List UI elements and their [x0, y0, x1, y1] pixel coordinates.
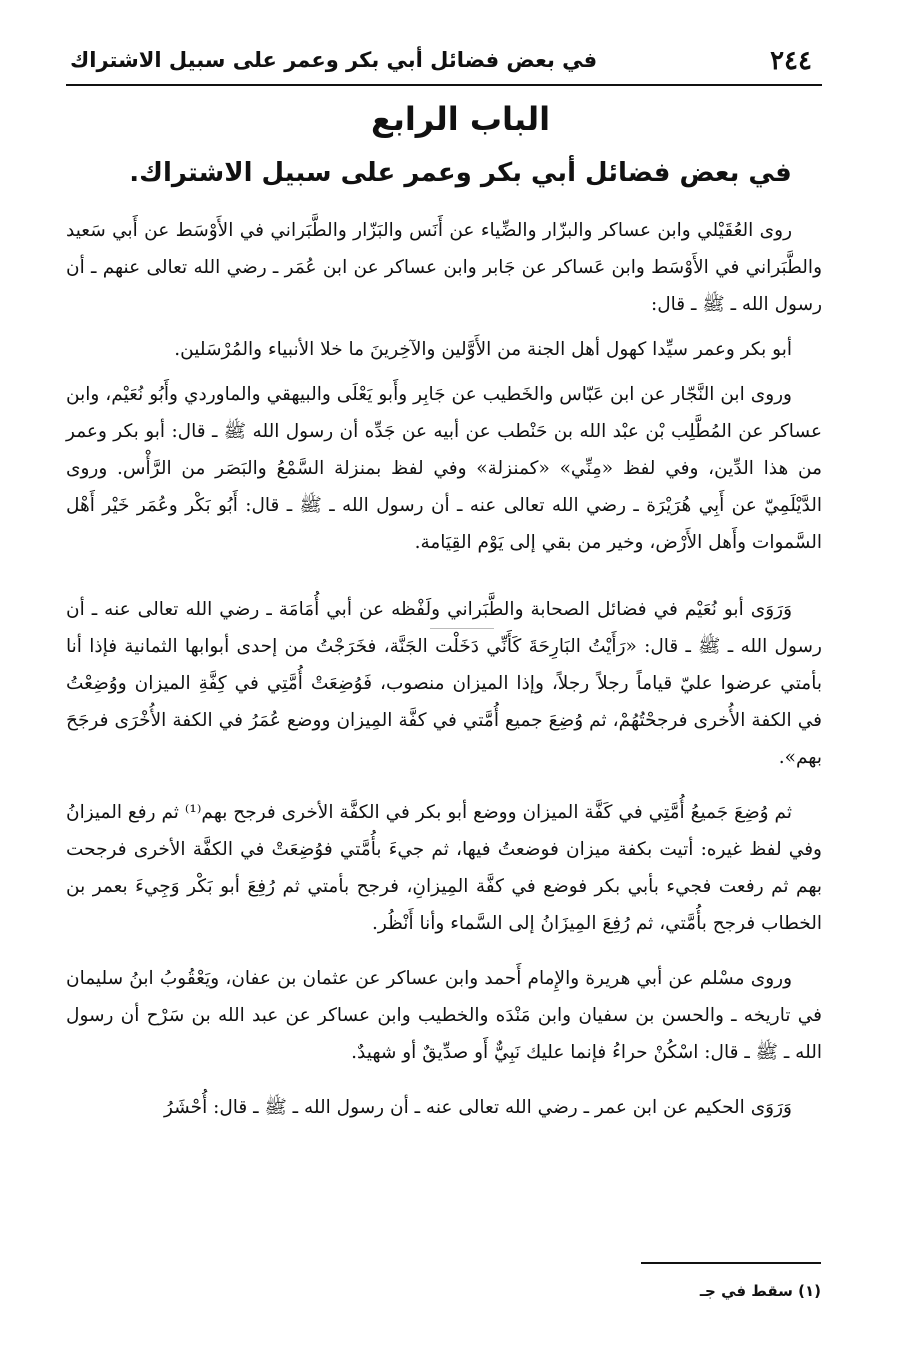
- page-header: [66, 40, 822, 86]
- paragraph: وَرَوَى أبو نُعَيْم في فضائل الصحابة والطَّبَراني ولَفْظه عن أبي أُمَامَة ـ رضي الله تعالى عنه ـ أن رسول الله ـ ﷺ ـ قال: «رَأَيْتُ البَارِحَةَ كَأَنِّي دَخَلْت الجَنَّة، فخَرَجْتُ من إحدى أبوابها الثمانية فإذا أنا بأمتي عرضوا عليّ قياماً رجلاً رجلاً، وإذا الميزان منصوب، فَوُضِعَتْ أُمَّتِي في كِفَّةِ الميزان ووُضِعْتُ في الكفة الأُخرى فرجحْتُهُمْ، ثم وُضِعَ جميع أُمَّتي في كفَّة المِيزان ووضع عُمَرُ في الكفة الأُخْرَى فرجَحَ بهم».: [66, 599, 822, 768]
- chapter-subtitle: في بعض فضائل أبي بكر وعمر على سبيل الاشتراك.: [129, 158, 792, 188]
- body-text: [66, 212, 822, 1126]
- paragraph: وروى ابن النَّجّار عن ابن عَبّاس والخَطيب عن جَابِر وأَبو يَعْلَى والبيهقي والماوردي وأَبُو نُعَيْم، وابن عساكر عن المُطَّلِب بْن عبْد الله بن حَنْطب عن أبيه عن جَدِّه أن رسول الله ﷺ ـ قال: أبو بكر وعمر من هذا الدِّين، وفي لفظ «مِنِّي» «كمنزلة» وفي لفظ بمنزلة السَّمْعُ والبَصَر من الرَّأْس. وروى الدَّيْلَمِيّ عن أَبِي هُرَيْرَة ـ رضي الله تعالى عنه ـ أن رسول الله ـ ﷺ ـ قال: أَبُو بَكْر وعُمَر خَيْر أَهْل السَّموات وأَهل الأَرْض، وخير من بقي إلى يَوْم القِيَامة.: [66, 384, 822, 553]
- paragraph: ثم وُضِعَ جَميعُ أُمَّتِي في كَفَّة الميزان ووضع أبو بكر في الكفَّة الأخرى فرجح بهم⁽¹⁾ ثم رفع الميزانُ وفي لفظ غيره: أتيت بكفة ميزان فوضعتُ فيها، ثم جيءَ بأُمَّتي فوُضِعَتْ في الكفَّة الأخرى فرجحت بهم ثم رفعت فجيء بأبي بكر فوضع في كفَّة المِيزانِ، فرجح بأمتي ثم رُفِعَ أبو بَكْر وَجِيءَ بعمر بن الخطاب فرجح بأُمَّتي، ثم رُفِعَ المِيزَانُ إلى السَّماء وأنا أَنْظُر.: [66, 802, 822, 934]
- chapter-title: الباب الرابع: [370, 100, 551, 138]
- page-number: ٢٤٤: [770, 46, 812, 76]
- section-divider: [430, 628, 494, 629]
- paragraph: روى العُقَيْلي وابن عساكر والبزّار والضِّياء عن أَنَس والبَزّار والطَّبَراني في الأَوْسَط عن أَبي سَعيد والطَّبَراني في الأَوْسَط وابن عَساكر عن جَابر وابن عساكر عن ابن عُمَر ـ رضي الله تعالى عنهم ـ أن رسول الله ـ ﷺ ـ قال:: [66, 220, 822, 315]
- paragraph: وَرَوَى الحكيم عن ابن عمر ـ رضي الله تعالى عنه ـ أن رسول الله ـ ﷺ ـ قال: أُحْشَرُ: [163, 1097, 792, 1118]
- paragraph: وروى مسْلم عن أبي هريرة والإِمام أَحمد وابن عساكر عن عثمان بن عفان، ويَعْقُوبُ ابنُ سليمان في تاريخه ـ والحسن بن سفيان وابن مَنْدَه والخطيب وابن عساكر عن عبد الله بن سَرْح أن رسول الله ـ ﷺ ـ قال: اسْكُنْ حراءُ فإنما عليك نَبِيٌّ أَو صدِّيقٌ أو شهيدٌ.: [66, 968, 822, 1063]
- running-title: في بعض فضائل أبي بكر وعمر على سبيل الاشتراك: [70, 48, 598, 72]
- footnote: (١) سقط في جـ: [699, 1282, 821, 1300]
- paragraph: أبو بكر وعمر سيِّدا كهول أهل الجنة من الأَوَّلين والآخِرينَ ما خلا الأنبياء والمُرْسَلين.: [174, 339, 792, 360]
- footnote-rule: [641, 1262, 821, 1264]
